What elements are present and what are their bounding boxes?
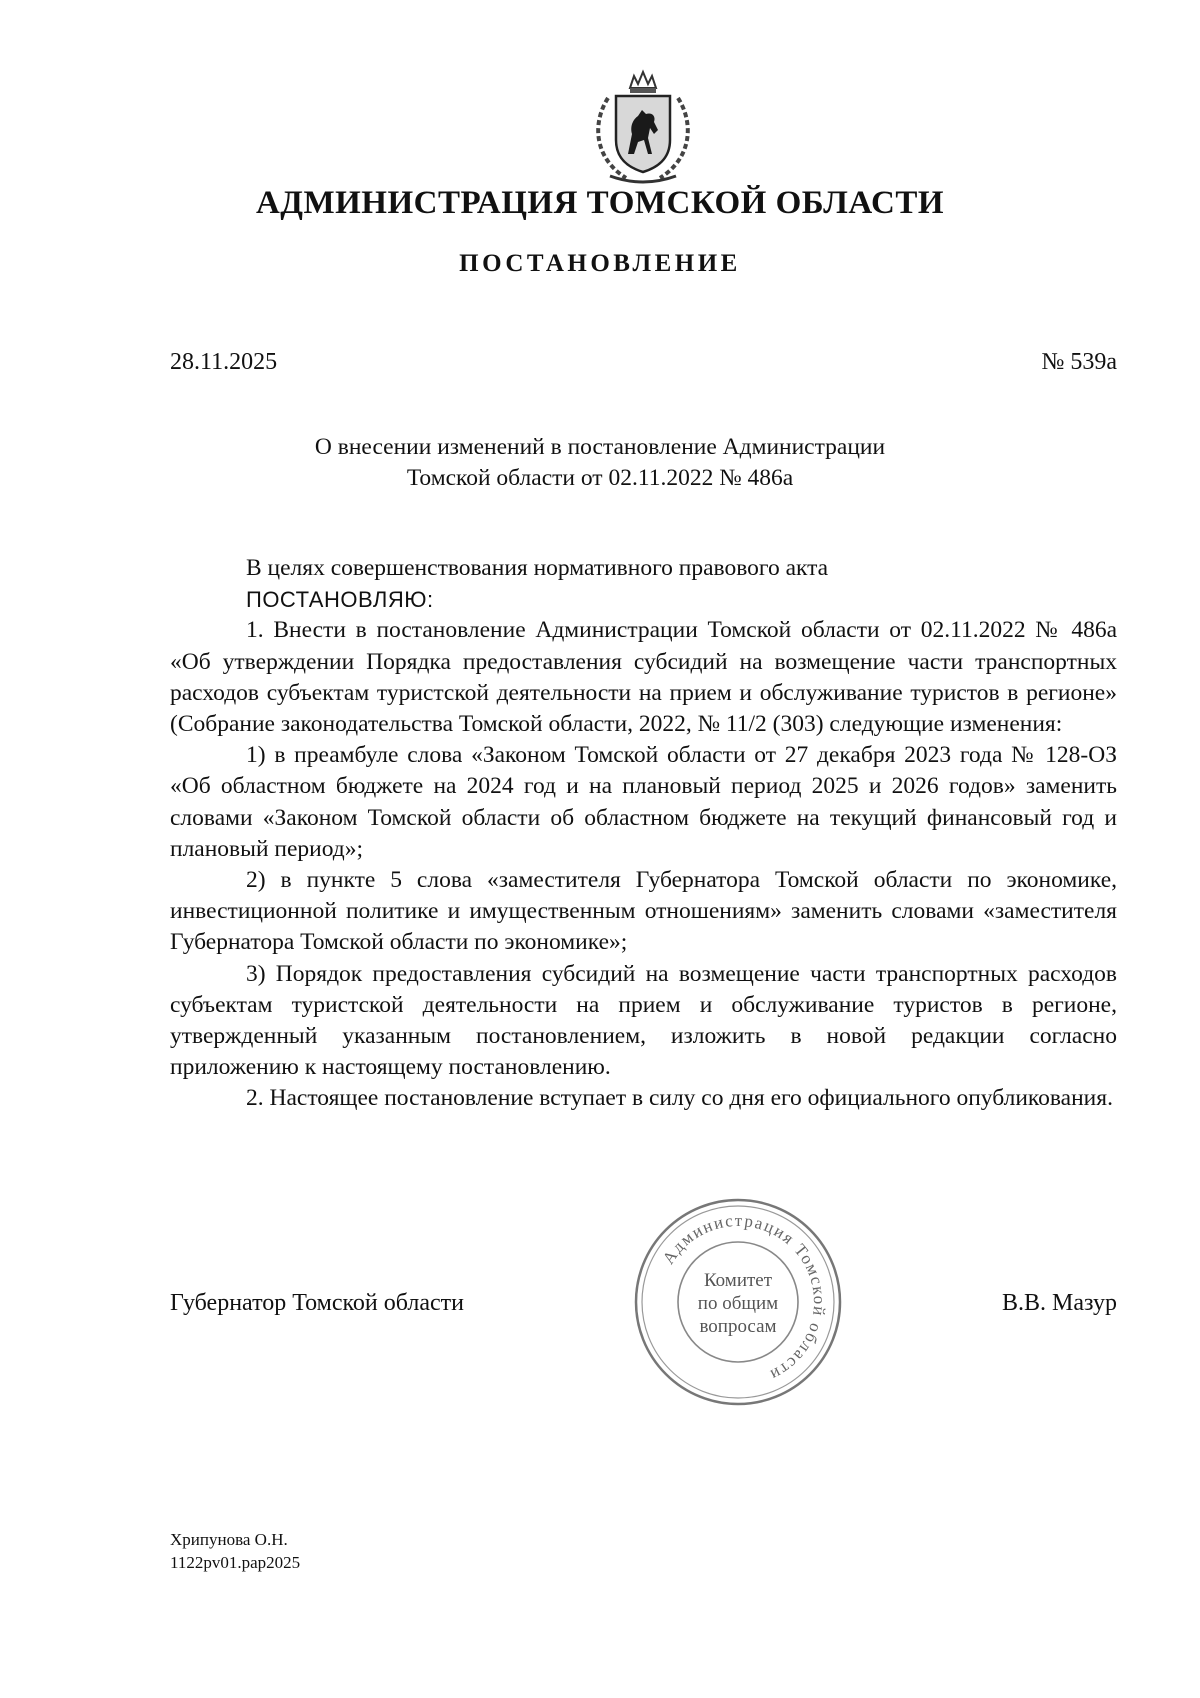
document-body (170, 553, 1117, 1115)
document-date: 28.11.2025 (170, 349, 278, 375)
organization-title: АДМИНИСТРАЦИЯ ТОМСКОЙ ОБЛАСТИ (255, 185, 945, 221)
decree-word: ПОСТАНОВЛЯЮ: (246, 587, 434, 613)
stamp-line-2: по общим (697, 1293, 779, 1314)
subparagraph-1-2: 2) в пункте 5 слова «заместителя Губернатора Томской области по экономике, инвестиционной политике и имущественным отношениям» заменить словами «заместителя Губернатора Томской области по экономике»; (170, 867, 1117, 956)
subparagraph-1-1: 1) в преамбуле слова «Законом Томской области от 27 декабря 2023 года № 128-ОЗ «Об областном бюджете на 2024 год и на плановый период 2025 и 2026 годов» заменить словами «Законом Томской области об областном бюджете на текущий финансовый год и плановый период»; (170, 742, 1117, 862)
document-number: № 539а (1041, 349, 1117, 375)
official-stamp (632, 1196, 844, 1408)
paragraph-1: 1. Внести в постановление Администрации Томской области от 02.11.2022 № 486а «Об утверждении Порядка предоставления субсидий на возмещение части транспортных расходов субъектам туристской деятельности на прием и обслуживание туристов в регионе» (Собрание законодательства Томской области, 2022, № 11/2 (303) следующие изменения: (170, 617, 1117, 738)
document-type: ПОСТАНОВЛЕНИЕ (459, 250, 741, 277)
stamp-line-3: вопросам (699, 1316, 777, 1337)
document-subject (0, 432, 1200, 494)
subject-line-2: Томской области от 02.11.2022 № 486а (406, 465, 794, 491)
paragraph-2: 2. Настоящее постановление вступает в силу со дня его официального опубликования. (246, 1085, 1113, 1112)
subparagraph-1-3: 3) Порядок предоставления субсидий на возмещение части транспортных расходов субъектам туристской деятельности на прием и обслуживание туристов в регионе, утвержденный указанным постановлением, изложить в новой редакции согласно приложению к настоящему постановлению. (170, 960, 1117, 1081)
preamble: В целях совершенствования нормативного правового акта (246, 555, 829, 581)
stamp-line-1: Комитет (703, 1270, 773, 1291)
stamp-ring-text: Администрация Томской области (658, 1210, 830, 1386)
executor-file: 1122pv01.pap2025 (170, 1553, 301, 1572)
coat-of-arms-icon (586, 68, 700, 188)
signatory-name: В.В. Мазур (1002, 1290, 1117, 1316)
signatory-position: Губернатор Томской области (170, 1290, 464, 1316)
subject-line-1: О внесении изменений в постановление Администрации (314, 434, 886, 460)
executor-info (170, 1528, 300, 1574)
executor-name: Хрипунова О.Н. (170, 1530, 288, 1549)
